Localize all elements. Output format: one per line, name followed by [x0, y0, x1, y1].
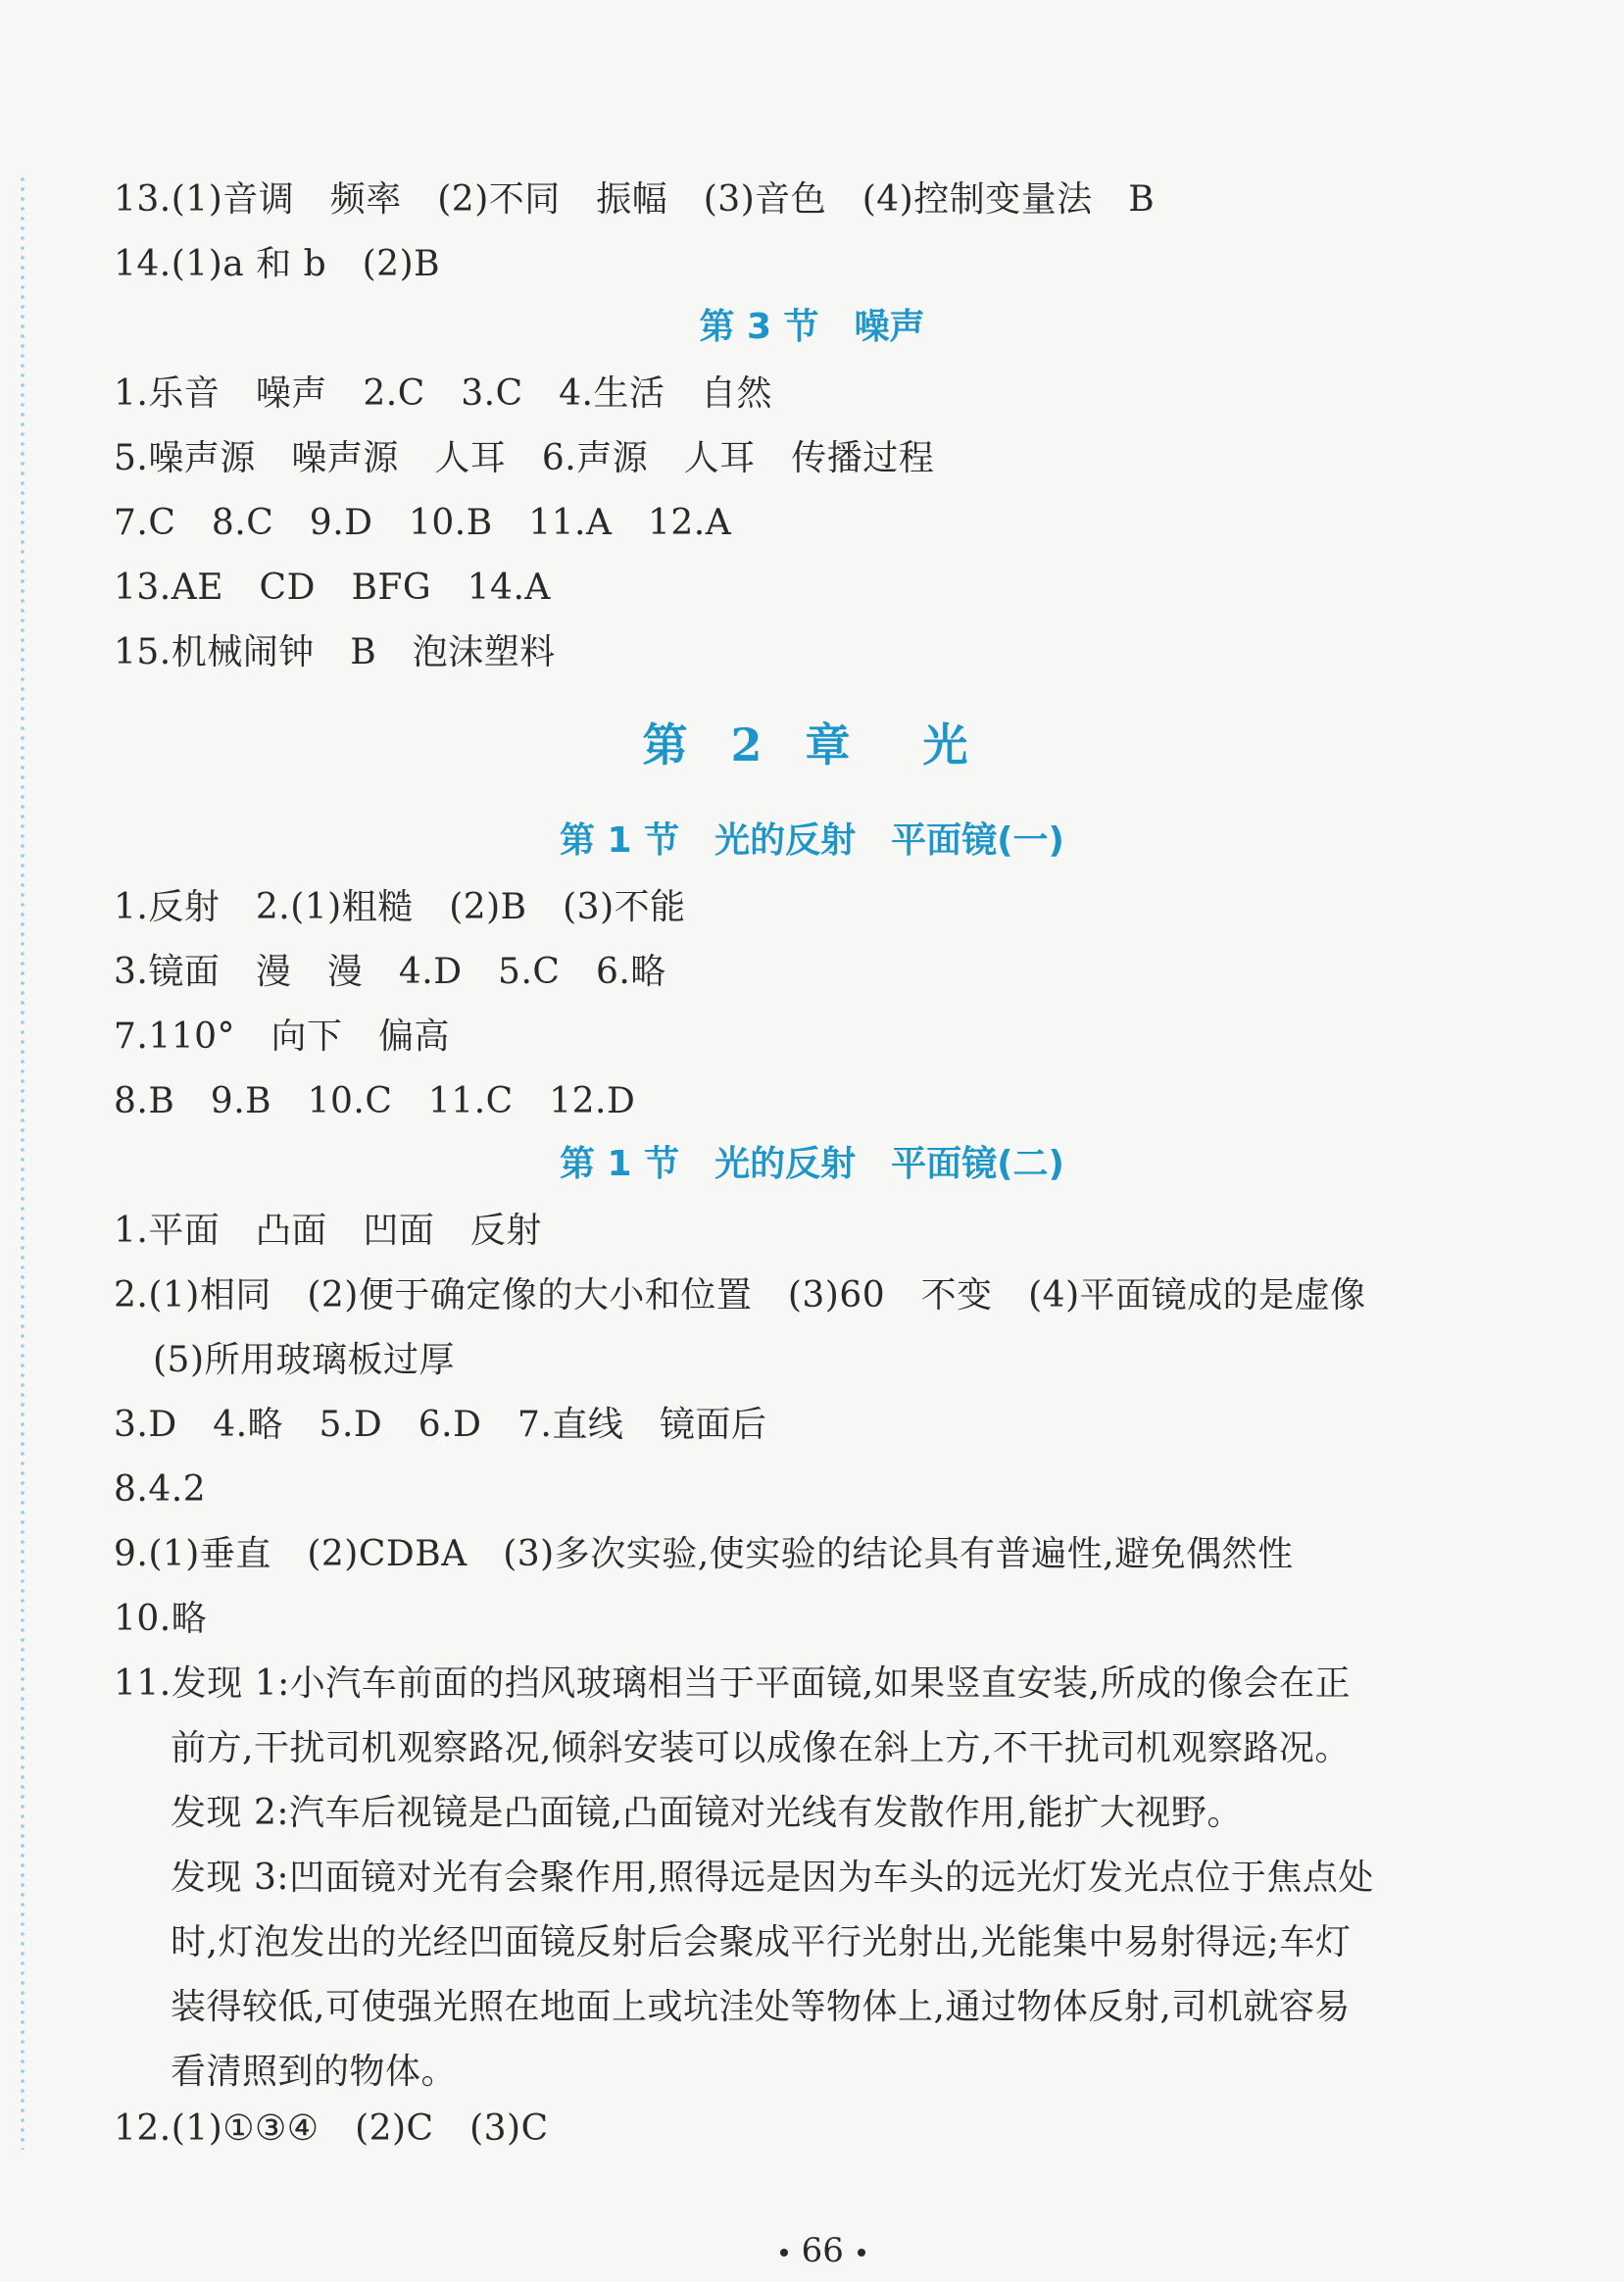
answer-line: 13.AE CD BFG 14.A — [114, 568, 551, 608]
answer-line: 9.(1)垂直 (2)CDBA (3)多次实验,使实验的结论具有普遍性,避免偶然性 — [114, 1534, 1294, 1574]
answer-line: 装得较低,可使强光照在地面上或坑洼处等物体上,通过物体反射,司机就容易 — [171, 1987, 1351, 2027]
section-heading-mirror-1: 第 1 节 光的反射 平面镜(一) — [559, 820, 1065, 861]
page-number-dot-right — [858, 2249, 865, 2257]
answer-line: 13.(1)音调 频率 (2)不同 振幅 (3)音色 (4)控制变量法 B — [114, 179, 1156, 220]
answer-line: 3.镜面 漫 漫 4.D 5.C 6.略 — [114, 952, 666, 992]
answer-line: 5.噪声源 噪声源 人耳 6.声源 人耳 传播过程 — [114, 438, 935, 478]
answer-line: 1.反射 2.(1)粗糙 (2)B (3)不能 — [114, 887, 686, 927]
answer-line: 7.110° 向下 偏高 — [114, 1017, 451, 1057]
answer-line: 1.乐音 噪声 2.C 3.C 4.生活 自然 — [114, 373, 772, 414]
answer-line: 3.D 4.略 5.D 6.D 7.直线 镜面后 — [114, 1405, 767, 1445]
answer-line: 12.(1)①③④ (2)C (3)C — [114, 2108, 549, 2149]
answer-line: 2.(1)相同 (2)便于确定像的大小和位置 (3)60 不变 (4)平面镜成的是虚像 — [114, 1275, 1366, 1315]
answer-line: 8.B 9.B 10.C 11.C 12.D — [114, 1081, 636, 1121]
section-heading-mirror-2: 第 1 节 光的反射 平面镜(二) — [559, 1144, 1065, 1184]
page-number-dot-left — [780, 2249, 788, 2257]
answer-line: 前方,干扰司机观察路况,倾斜安装可以成像在斜上方,不干扰司机观察路况。 — [171, 1728, 1351, 1768]
answer-line: 发现 2:汽车后视镜是凸面镜,凸面镜对光线有发散作用,能扩大视野。 — [171, 1793, 1243, 1833]
chapter-heading: 第 2 章 光 — [642, 719, 982, 771]
section-heading-noise: 第 3 节 噪声 — [699, 307, 925, 347]
answer-line: 时,灯泡发出的光经凹面镜反射后会聚成平行光射出,光能集中易射得远;车灯 — [171, 1922, 1352, 1962]
answer-line: 看清照到的物体。 — [171, 2052, 458, 2092]
answer-line: 10.略 — [114, 1599, 208, 1639]
page-number — [0, 2192, 1624, 2270]
answer-line: (5)所用玻璃板过厚 — [153, 1340, 455, 1380]
answer-line: 8.4.2 — [114, 1469, 207, 1510]
answer-line: 15.机械闹钟 B 泡沫塑料 — [114, 632, 556, 672]
page-number-value: 66 — [801, 2231, 844, 2270]
answer-line: 7.C 8.C 9.D 10.B 11.A 12.A — [114, 503, 732, 543]
answer-line: 发现 3:凹面镜对光有会聚作用,照得远是因为车头的远光灯发光点位于焦点处 — [171, 1858, 1374, 1898]
answer-line: 14.(1)a 和 b (2)B — [114, 244, 441, 284]
answer-line: 11.发现 1:小汽车前面的挡风玻璃相当于平面镜,如果竖直安装,所成的像会在正 — [114, 1663, 1352, 1704]
answer-line: 1.平面 凸面 凹面 反射 — [114, 1211, 542, 1251]
